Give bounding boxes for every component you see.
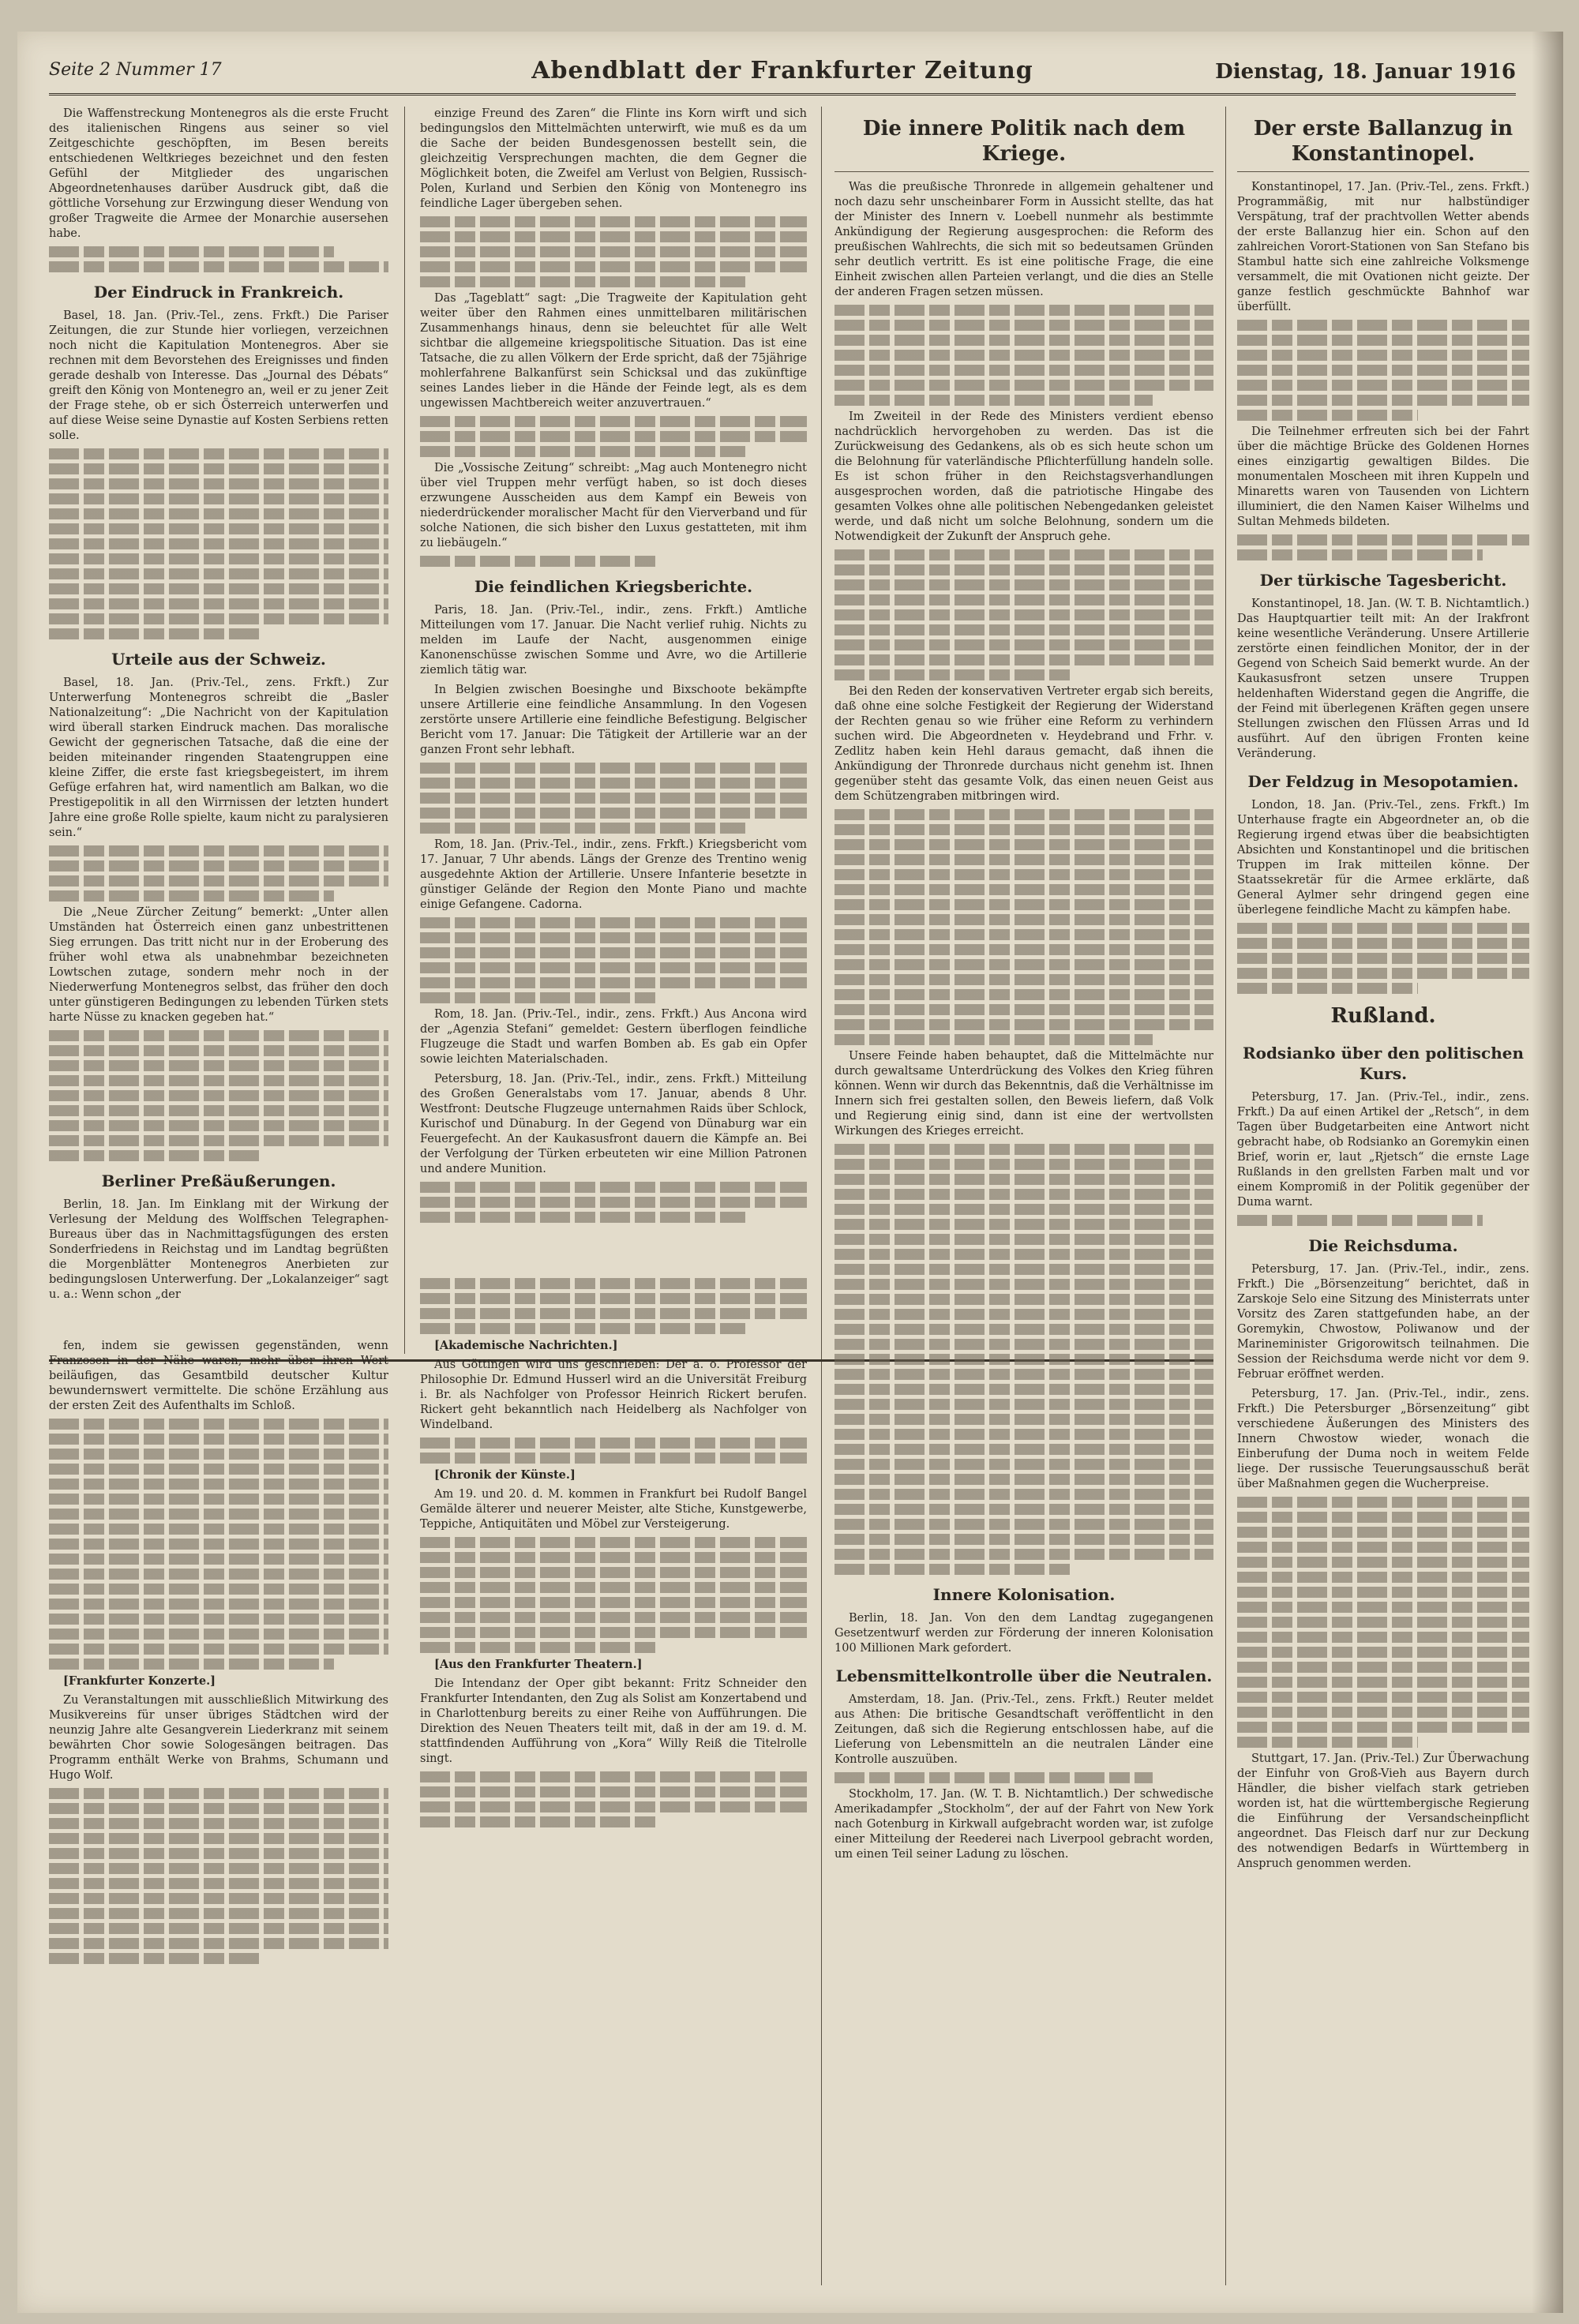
illegible-text xyxy=(835,1534,1213,1545)
illegible-text xyxy=(1237,395,1529,406)
illegible-text xyxy=(420,1801,807,1812)
article-text: Berlin, 18. Jan. Im Einklang mit der Wirkung der Verlesung der Meldung des Wolffschen Telegraphen-Bureaus über das in Nachmittagsfügungen des ersten Sonderfriedens in Reichstag und im Landtag begrüßten die Morgenblätter Montenegros Anerbieten zur bedingungslosen Unterwerfung. Der „Lokalanzeiger“ sagt u. a.: Wenn schon „der xyxy=(49,1198,388,1301)
illegible-text xyxy=(835,1564,1070,1575)
feuilleton-text: Aus Göttingen wird uns geschrieben: Der a. o. Professor der Philosophie Dr. Edmund Husserl wird an die Universität Freiburg i. Br. als Nachfolger von Professor Heinrich Rickert berufen. Rickert geht bekanntlich nach Heidelberg als Nachfolger von Windelband. xyxy=(420,1359,807,1431)
illegible-text xyxy=(1237,549,1483,560)
illegible-text xyxy=(835,899,1213,910)
illegible-text xyxy=(420,231,807,242)
article-text: Petersburg, 17. Jan. (Priv.-Tel., indir., zens. Frkft.) Die „Börsenzeitung“ berichtet, daß in Zarskoje Selo eine Sitzung des Ministerrats unter Vorsitz des Zaren stattgefunden habe, an der Goremykin, Chwostow, Poliwanow und der Marineminister Grigorowitsch teilnahmen. Die Session der Reichsduma werde nicht vor dem 9. Februar eröffnet werden. xyxy=(1237,1263,1529,1381)
headline: Die Reichsduma. xyxy=(1308,1236,1458,1255)
illegible-text xyxy=(835,839,1213,850)
newspaper-title: Abendblatt der Frankfurter Zeitung xyxy=(531,57,1033,84)
illegible-text xyxy=(1237,380,1529,391)
illegible-text xyxy=(49,1075,388,1086)
illegible-text xyxy=(420,808,807,819)
illegible-text xyxy=(420,1642,660,1653)
illegible-text xyxy=(835,1174,1213,1185)
illegible-text xyxy=(49,628,260,639)
headline: Urteile aus der Schweiz. xyxy=(111,650,326,669)
illegible-text xyxy=(49,1524,388,1535)
column-rule xyxy=(404,107,405,1354)
illegible-text xyxy=(1237,365,1529,376)
illegible-text xyxy=(49,1539,388,1550)
illegible-text xyxy=(835,305,1213,316)
illegible-text xyxy=(835,824,1213,835)
illegible-text xyxy=(1237,1527,1529,1538)
headline: Der erste Ballanzug in Konstantinopel. xyxy=(1237,116,1529,172)
illegible-text xyxy=(835,869,1213,880)
illegible-text xyxy=(835,929,1213,940)
illegible-text xyxy=(835,380,1213,391)
illegible-text xyxy=(49,1569,388,1580)
illegible-text xyxy=(1237,1692,1529,1703)
article-text: Paris, 18. Jan. (Priv.-Tel., indir., zens. Frkft.) Amtliche Mitteilungen vom 17. Januar. Die Nacht verlief ruhig. Nichts zu melden im Laufe der Nacht, ausgenommen einige Kanonenschüsse zwischen Somme und Avre, wo die Artillerie ziemlich tätig war. xyxy=(420,604,807,677)
illegible-text xyxy=(835,1189,1213,1200)
illegible-text xyxy=(835,654,1213,665)
subhead: [Chronik der Künste.] xyxy=(434,1468,576,1482)
illegible-text xyxy=(835,564,1213,575)
subhead: [Aus den Frankfurter Theatern.] xyxy=(434,1658,643,1671)
illegible-text xyxy=(420,1452,807,1464)
column-rule xyxy=(1225,107,1226,2285)
column-2 xyxy=(420,107,807,2285)
illegible-text xyxy=(1237,1542,1529,1553)
headline: Rodsianko über den politischen Kurs. xyxy=(1242,1044,1525,1083)
illegible-text xyxy=(420,823,745,834)
illegible-text xyxy=(1237,534,1529,545)
illegible-text xyxy=(1237,1677,1529,1688)
headline: Der Eindruck in Frankreich. xyxy=(93,283,344,302)
illegible-text xyxy=(49,1863,388,1874)
headline: Die innere Politik nach dem Kriege. xyxy=(835,116,1213,172)
illegible-text xyxy=(835,884,1213,895)
illegible-text xyxy=(49,1788,388,1799)
illegible-text xyxy=(835,1474,1213,1485)
illegible-text xyxy=(1237,1512,1529,1523)
article-text: Rom, 18. Jan. (Priv.-Tel., indir., zens. Frkft.) Kriegsbericht vom 17. Januar, 7 Uhr abends. Längs der Grenze des Trentino wenig ausgedehnte Aktion der Artillerie. Unsere Infanterie besetzte in günstiger Gelände der Region den Monte Piano und machte einige Gefangene. Cadorna. xyxy=(420,838,807,911)
feuilleton-text: Am 19. und 20. d. M. kommen in Frankfurt bei Rudolf Bangel Gemälde älterer und neuerer Meister, alte Stiche, Kunstgewerbe, Teppiche, Antiquitäten und Möbel zur Versteigerung. xyxy=(420,1488,807,1531)
illegible-text xyxy=(49,1818,388,1829)
article-text: Petersburg, 17. Jan. (Priv.-Tel., indir., zens. Frkft.) Da auf einen Artikel der „Retsch“, in dem Tagen über Budgetarbeiten eine Antwort nicht gebracht habe, ob Rodsianko an Goremykin einen Brief, worin er, laut „Rjetsch“ die ernste Lage Rußlands in den grellsten Farben malt und vor einem Kompromiß in der Politik gegenüber der Duma warnt. xyxy=(1237,1091,1529,1209)
illegible-text xyxy=(49,1449,388,1460)
illegible-text xyxy=(1237,410,1418,421)
illegible-text xyxy=(420,246,807,257)
illegible-text xyxy=(835,1279,1213,1290)
article-text: Die Waffenstreckung Montenegros als die erste Frucht des italienischen Ringens aus seiner so viel Zeitgeschichte geschöpften, im Besen bereits entschiedenen Weltkrieges bezeichnet und den festen Gefühl der Mitglieder des ungarischen Abgeordnetenhauses darüber Ausdruck gibt, daß die göttliche Vorsehung zur Erzwingung dieser Wendung von großer Tragweite die Armee der Monarchie ausersehen habe. xyxy=(49,107,388,240)
illegible-text xyxy=(420,992,660,1003)
illegible-text xyxy=(835,1504,1213,1515)
illegible-text xyxy=(835,1324,1213,1335)
article-text: Petersburg, 18. Jan. (Priv.-Tel., indir., zens. Frkft.) Mitteilung des Großen Generalstabs vom 17. Januar, abends 8 Uhr. Westfront: Deutsche Flugzeuge unternahmen Raids über Schlock, Kurischof und Dünaburg. In der Gegend von Dünaburg war ein Feuergefecht. An der Kaukasusfront dauern die Kämpfe an. Bei der Verfolgung der Türken erbeuteten wir eine Million Patronen und andere Munition. xyxy=(420,1073,807,1175)
binding-shadow xyxy=(1532,32,1563,2313)
article-text: Die Teilnehmer erfreuten sich bei der Fahrt über die mächtige Brücke des Goldenen Hornes eines einzigartig gewaltigen Bildes. Die monumentalen Moscheen mit ihren Kuppeln und Minaretts waren von Tausenden von Lichtern illuminiert, die den Namen Kaiser Wilhelms und Sultan Mehmeds bildeten. xyxy=(1237,425,1529,528)
illegible-text xyxy=(420,1567,807,1578)
illegible-text xyxy=(835,1399,1213,1410)
illegible-text xyxy=(1237,938,1529,949)
illegible-text xyxy=(49,1644,388,1655)
illegible-text xyxy=(420,446,745,457)
article-text: Stuttgart, 17. Jan. (Priv.-Tel.) Zur Überwachung der Einfuhr von Groß-Vieh aus Bayern durch Händler, die bisher vielfach stark getrieben worden ist, hat die württembergische Regierung die Einführung der Versandscheinpflicht angeordnet. Das Fleisch darf nur zur Deckung des notwendigen Bedarfs in Württemberg in Anspruch genommen werden. xyxy=(1237,1752,1529,1870)
illegible-text xyxy=(49,1803,388,1814)
illegible-text xyxy=(49,890,334,901)
illegible-text xyxy=(835,1384,1213,1395)
illegible-text xyxy=(49,1494,388,1505)
illegible-text xyxy=(835,809,1213,820)
article-text: Die „Neue Zürcher Zeitung“ bemerkt: „Unter allen Umständen hat Österreich einen ganz unbestrittenen Sieg errungen. Das tritt nicht nur in der Eroberung des früher wohl etwa als unabnehmbar bezeichneten Lowtschen zutage, sondern mehr noch in der Niederwerfung Montenegros selbst, das früher den doch unter günstigeren Bedingungen zu lebenden Türken stets harte Nüsse zu knacken gegeben hat.“ xyxy=(49,906,388,1024)
illegible-text xyxy=(420,1308,807,1319)
illegible-text xyxy=(835,1549,1213,1560)
illegible-text xyxy=(835,1414,1213,1425)
illegible-text xyxy=(835,974,1213,985)
illegible-text xyxy=(49,1045,388,1056)
illegible-text xyxy=(49,1893,388,1904)
illegible-text xyxy=(835,1034,1153,1045)
illegible-text xyxy=(49,1659,334,1670)
headline: Der Feldzug in Mesopotamien. xyxy=(1247,772,1519,791)
illegible-text xyxy=(49,1599,388,1610)
article-text: Basel, 18. Jan. (Priv.-Tel., zens. Frkft.) Die Pariser Zeitungen, die zur Stunde hier vorliegen, verzeichnen noch nicht die Kapitulation Montenegros. Aber sie rechnen mit dem Bevorstehen des Ereignisses und finden gerade deshalb von Interesse. Das „Journal des Débats“ greift den König von Montenegro an, weil er zu jener Zeit der Frage stehe, ob er sich Österreich unterwerfen und auf diese Weise seine Dynastie auf Kosten Serbiens retten solle. xyxy=(49,309,388,442)
illegible-text xyxy=(49,1150,260,1161)
illegible-text xyxy=(420,556,660,567)
illegible-text xyxy=(835,1772,1153,1783)
article-text: Stockholm, 17. Jan. (W. T. B. Nichtamtlich.) Der schwedische Amerikadampfer „Stockholm“, der auf der Fahrt von New York nach Gotenburg in Kirkwall aufgebracht worden war, ist zufolge einer Mitteilung der Reederei nach Liverpool gebracht worden, um einen Teil seiner Ladung zu löschen. xyxy=(835,1788,1213,1861)
article-text: London, 18. Jan. (Priv.-Tel., zens. Frkft.) Im Unterhause fragte ein Abgeordneter an, ob die Regierung irgend etwas über die beabsichtigten Absichten und Konstantinopel und die britischen Truppen im Irak mitteilen könne. Der Staatssekretär für die Armee erklärte, daß General Aylmer sehr dringend gegen eine überlegene feindliche Macht zu kämpfen habe. xyxy=(1237,799,1529,916)
feuilleton-text: Die Intendanz der Oper gibt bekannt: Fritz Schneider den Frankfurter Intendanten, den Zug als Solist am Konzertabend und in Charlottenburg bereits zu einer Reihe von Aufführungen. Die Direktion des Neuen Theaters teilt mit, daß in der am 19. d. M. stattfindenden Aufführung von „Kora“ Willy Reiß die Titelrolle singt. xyxy=(420,1677,807,1765)
illegible-text xyxy=(49,1479,388,1490)
illegible-text xyxy=(420,1212,745,1223)
illegible-text xyxy=(420,1537,807,1548)
page-number: Seite 2 Nummer 17 xyxy=(49,60,222,80)
illegible-text xyxy=(1237,320,1529,331)
illegible-text xyxy=(49,1878,388,1889)
illegible-text xyxy=(1237,1707,1529,1718)
illegible-text xyxy=(420,763,807,774)
illegible-text xyxy=(420,1552,807,1563)
illegible-text xyxy=(1237,1662,1529,1673)
headline: Berliner Preßäußerungen. xyxy=(101,1171,336,1190)
illegible-text xyxy=(49,1584,388,1595)
column-1 xyxy=(49,107,388,2285)
illegible-text xyxy=(1237,1572,1529,1583)
illegible-text xyxy=(835,335,1213,346)
illegible-text xyxy=(49,523,388,534)
illegible-text xyxy=(835,914,1213,925)
masthead xyxy=(49,54,1516,96)
illegible-text xyxy=(420,932,807,943)
illegible-text xyxy=(1237,1602,1529,1613)
illegible-text xyxy=(420,1597,807,1608)
article-text: Was die preußische Thronrede in allgemein gehaltener und noch dazu sehr unscheinbarer Form in Aussicht stellte, das hat der Minister des Innern v. Loebell nunmehr als bestimmte Ankündigung der Regierung ausgesprochen: die Reform des preußischen Wahlrechts, die sich mit so bedeutsamen Gründen sehr deutlich vertritt. Es ist eine politische Frage, die eine Einheit zwischen allen Parteien verlangt, und die dies an Stelle der anderen Fragen setzen müssen. xyxy=(835,181,1213,298)
illegible-text xyxy=(420,947,807,958)
illegible-text xyxy=(1237,1587,1529,1598)
illegible-text xyxy=(835,549,1213,560)
illegible-text xyxy=(49,463,388,474)
illegible-text xyxy=(835,1489,1213,1500)
illegible-text xyxy=(420,1816,660,1827)
article-text: Im Zweiteil in der Rede des Ministers verdient ebenso nachdrücklich hervorgehoben zu werden. Das ist die Zurückweisung des Gedankens, als ob es sich heute schon um die Belohnung für vaterländische Pflichterfüllung handeln solle. Es ist schon früher in den Reichstagsverhandlungen ausgesprochen worden, daß die patriotische Hingabe des gesamten Volkes ohne alle politischen Nebengedanken geleistet werde, und daß nicht um solche Belohnung, sondern um die Notwendigkeit der Zukunft der Anspruch gehe. xyxy=(835,410,1213,543)
illegible-text xyxy=(1237,953,1529,964)
article-text: Unsere Feinde haben behauptet, daß die Mittelmächte nur durch gewaltsame Unterdrückung des Volkes den Krieg führen können. Wenn wir durch das Bekenntnis, daß die Verhältnisse im Innern sich frei gestalten sollen, den Beweis liefern, daß Volk und Regierung einig sind, dann ist eine der wertvollsten Wirkungen des Krieges erreicht. xyxy=(835,1050,1213,1138)
illegible-text xyxy=(835,1309,1213,1320)
headline: Der türkische Tagesbericht. xyxy=(1259,571,1507,590)
illegible-text xyxy=(835,609,1213,620)
illegible-text xyxy=(420,261,807,272)
illegible-text xyxy=(49,1135,388,1146)
illegible-text xyxy=(49,1464,388,1475)
illegible-text xyxy=(1237,1647,1529,1658)
illegible-text xyxy=(835,1519,1213,1530)
illegible-text xyxy=(49,1833,388,1844)
illegible-text xyxy=(420,778,807,789)
illegible-text xyxy=(49,1434,388,1445)
illegible-text xyxy=(49,1629,388,1640)
illegible-text xyxy=(1237,350,1529,361)
illegible-text xyxy=(835,365,1213,376)
illegible-text xyxy=(420,1197,807,1208)
illegible-text xyxy=(420,1612,807,1623)
illegible-text xyxy=(835,594,1213,605)
illegible-text xyxy=(835,639,1213,650)
illegible-text xyxy=(1237,1737,1418,1748)
illegible-text xyxy=(49,845,388,857)
illegible-text xyxy=(835,350,1213,361)
illegible-text xyxy=(49,1938,388,1949)
illegible-text xyxy=(420,1438,807,1449)
illegible-text xyxy=(420,416,807,427)
feuilleton-text: Zu Veranstaltungen mit ausschließlich Mitwirkung des Musikvereins für unser übriges Städtchen wird der neunzig Jahre alte Gesangverein Liederkranz mit seinem bewährten Chor sowie Sologesängen beitragen. Das Programm enthält Werke von Brahms, Schumann und Hugo Wolf. xyxy=(49,1694,388,1782)
illegible-text xyxy=(49,568,388,579)
section-headline: Rußland. xyxy=(1330,1004,1436,1028)
illegible-text xyxy=(49,508,388,519)
illegible-text xyxy=(835,1219,1213,1230)
illegible-text xyxy=(1237,1497,1529,1508)
illegible-text xyxy=(49,261,388,272)
illegible-text xyxy=(49,1614,388,1625)
illegible-text xyxy=(835,1459,1213,1470)
article-text: Das „Tageblatt“ sagt: „Die Tragweite der Kapitulation geht weiter über den Rahmen eines unmittelbaren militärischen Zusammenhangs hinaus, denn sie beleuchtet für alle Welt sichtbar die allgemeine kriegspolitische Situation. Das ist eine Tatsache, die zu allen Völkern der Erde spricht, daß der 75jährige mohlerfahrene Balkanfürst sein Schicksal und das zukünftige seines Landes lieber in die Hände der Feinde legt, als es dem ungewissen Machtbereich weiter anzuvertrauen.“ xyxy=(420,292,807,410)
illegible-text xyxy=(49,553,388,564)
article-text: Berlin, 18. Jan. Von den dem Landtag zugegangenen Gesetzentwurf werden zur Förderung der inneren Kolonisation 100 Millionen Mark gefordert. xyxy=(835,1612,1213,1655)
illegible-text xyxy=(49,1419,388,1430)
illegible-text xyxy=(835,1019,1213,1030)
article-text: Bei den Reden der konservativen Vertreter ergab sich bereits, daß ohne eine solche Festigkeit der Regierung der Widerstand der Rechten genau so wie früher eine Reform zu verhindern suchen wird. Die Abgeordneten v. Heydebrand und Frhr. v. Zedlitz haben kein Hehl daraus gemacht, daß ihnen die Ankündigung der Thronrede durchaus nicht genehm ist. Ihnen gegenüber steht das gesamte Volk, das einen neuen Geist aus dem Schützengraben mitbringen wird. xyxy=(835,685,1213,803)
illegible-text xyxy=(835,854,1213,865)
column-4 xyxy=(1237,107,1529,2285)
illegible-text xyxy=(835,1004,1213,1015)
article-text: Rom, 18. Jan. (Priv.-Tel., indir., zens. Frkft.) Aus Ancona wird der „Agenzia Stefani“ gemeldet: Gestern überflogen feindliche Flugzeuge die Stadt und warfen Bomben ab. Es gab ein Opfer sowie leichten Materialschaden. xyxy=(420,1008,807,1066)
illegible-text xyxy=(835,1234,1213,1245)
illegible-text xyxy=(49,1554,388,1565)
illegible-text xyxy=(49,1105,388,1116)
illegible-text xyxy=(49,1120,388,1131)
issue-date: Dienstag, 18. Januar 1916 xyxy=(1215,60,1516,84)
illegible-text xyxy=(835,624,1213,635)
illegible-text xyxy=(420,1582,807,1593)
illegible-text xyxy=(420,962,807,973)
illegible-text xyxy=(49,1090,388,1101)
illegible-text xyxy=(835,320,1213,331)
illegible-text xyxy=(420,1293,807,1304)
illegible-text xyxy=(1237,968,1529,979)
illegible-text xyxy=(835,1429,1213,1440)
illegible-text xyxy=(49,860,388,872)
article-text: In Belgien zwischen Boesinghe und Bixschoote bekämpfte unsere Artillerie eine feindliche Ansammlung. In den Vogesen zerstörte unsere Artillerie eine feindliche Befestigung. Belgischer Bericht vom 17. Januar: Die Tätigkeit der Artillerie war an der ganzen Front sehr lebhaft. xyxy=(420,684,807,756)
illegible-text xyxy=(49,1923,388,1934)
illegible-text xyxy=(835,944,1213,955)
illegible-text xyxy=(835,669,1070,680)
illegible-text xyxy=(1237,1557,1529,1568)
illegible-text xyxy=(1237,1215,1483,1226)
illegible-text xyxy=(49,598,388,609)
subhead: [Frankfurter Konzerte.] xyxy=(63,1674,216,1688)
article-text: Basel, 18. Jan. (Priv.-Tel., zens. Frkft.) Zur Unterwerfung Montenegros schreibt die „Basler Nationalzeitung“: „Die Nachricht von der Kapitulation wird überall starken Eindruck machen. Das moralische Gewicht der gegnerischen Tatsache, daß die eine der beiden miteinander ringenden Staatengruppen eine kleine Ziffer, die erste fast kriegsbegeistert, im ihrem Gefüge erfahren hat, wird namentlich am Balkan, wo die Prestigepolitik in all den Wirrnissen der letzten hundert Jahre eine große Rolle spielte, kaum nicht zu paralysieren sein.“ xyxy=(49,677,388,839)
article-text: einzige Freund des Zaren“ die Flinte ins Korn wirft und sich bedingungslos den Mittelmächten unterwirft, wie muß es da um die Sache der beiden Bundesgenossen bestellt sein, die gleichzeitig Versprechungen machten, die dem Gegner die Möglichkeit boten, die Zweifel am Verlust von Belgien, Russisch-Polen, Kurland und Serbien den König von Montenegro ins feindliche Lager übergeben sehen. xyxy=(420,107,807,210)
article-text: Konstantinopel, 18. Jan. (W. T. B. Nichtamtlich.) Das Hauptquartier teilt mit: An der Irakfront keine wesentliche Veränderung. Unsere Artillerie zerstörte einen feindlichen Monitor, der in der Gegend von Scheich Said bemerkt wurde. An der Kaukasusfront setzen unsere Truppen heldenhaften Widerstand gegen die Angriffe, die der Feind mit überlegenen Kräften gegen unsere Stellungen zwischen den Flüssen Arras und Id ausführt. Auf den übrigen Fronten keine Veränderung. xyxy=(1237,598,1529,760)
illegible-text xyxy=(49,1060,388,1071)
subhead: [Akademische Nachrichten.] xyxy=(434,1339,618,1352)
illegible-text xyxy=(49,1030,388,1041)
illegible-text xyxy=(49,1509,388,1520)
illegible-text xyxy=(1237,923,1529,934)
article-text: Die „Vossische Zeitung“ schreibt: „Mag auch Montenegro nicht über viel Truppen mehr verfügt haben, so ist doch dieses erzwungene Ausscheiden aus dem Kampf ein Beweis von niederdrückender moralischer Macht für den Vierverband und für solche Nationen, die sich bisher den Luxus gestatteten, mit ihm zu liebäugeln.“ xyxy=(420,462,807,549)
illegible-text xyxy=(835,1159,1213,1170)
illegible-text xyxy=(49,875,388,886)
illegible-text xyxy=(49,613,388,624)
column-rule xyxy=(821,107,822,2285)
illegible-text xyxy=(49,1908,388,1919)
illegible-text xyxy=(835,1369,1213,1380)
illegible-text xyxy=(420,1182,807,1193)
article-text: Petersburg, 17. Jan. (Priv.-Tel., indir., zens. Frkft.) Die Petersburger „Börsenzeitung“ gibt verschiedene Äußerungen des Ministers des Innern Chwostow wieder, wonach die Einberufung der Duma noch in weitem Felde liege. Der russische Teuerungsausschuß berät über Maßnahmen gegen die Wucherpreise. xyxy=(1237,1388,1529,1490)
illegible-text xyxy=(1237,1617,1529,1628)
illegible-text xyxy=(49,1848,388,1859)
illegible-text xyxy=(835,1144,1213,1155)
headline: Die feindlichen Kriegsberichte. xyxy=(474,577,753,596)
illegible-text xyxy=(835,395,1153,406)
illegible-text xyxy=(835,989,1213,1000)
illegible-text xyxy=(835,1249,1213,1260)
illegible-text xyxy=(420,1278,807,1289)
illegible-text xyxy=(420,917,807,928)
illegible-text xyxy=(835,1444,1213,1455)
illegible-text xyxy=(420,793,807,804)
illegible-text xyxy=(1237,335,1529,346)
illegible-text xyxy=(835,1294,1213,1305)
illegible-text xyxy=(420,1771,807,1782)
illegible-text xyxy=(1237,1632,1529,1643)
illegible-text xyxy=(835,1339,1213,1350)
feuilleton-text: fen, indem sie gewissen gegenständen, wenn Franzosen in der Nähe waren, mehr über ihren Wert beiläufigen, das Gesamtbild deutscher Kultur bewundernswert vermittelte. Die schöne Erzählung aus der ersten Zeit des Aufenthalts im Schloß. xyxy=(49,1340,388,1412)
illegible-text xyxy=(49,493,388,504)
illegible-text xyxy=(1237,983,1418,994)
column-3 xyxy=(835,107,1213,2285)
article-text: Konstantinopel, 17. Jan. (Priv.-Tel., zens. Frkft.) Programmäßig, mit nur halbstündiger Verspätung, traf der prachtvollen Wetter abends der erste Ballanzug hier ein. Schon auf den zahlreichen Vorort-Stationen von San Stefano bis Stambul hatte sich eine zahlreiche Volksmenge versammelt, die mit Ovationen nicht geizte. Der ganze festlich geschmückte Bahnhof war überfüllt. xyxy=(1237,181,1529,313)
illegible-text xyxy=(835,1354,1213,1365)
illegible-text xyxy=(835,1264,1213,1275)
illegible-text xyxy=(49,538,388,549)
illegible-text xyxy=(835,959,1213,970)
illegible-text xyxy=(1237,1722,1529,1733)
article-text: Amsterdam, 18. Jan. (Priv.-Tel., zens. Frkft.) Reuter meldet aus Athen: Die britische Gesandtschaft veröffentlicht in den Zeitungen, daß sich die Regierung entschlossen habe, auf die Lieferung von Lebensmitteln an die neutralen Länder eine Kontrolle auszuüben. xyxy=(835,1693,1213,1766)
illegible-text xyxy=(420,1323,745,1334)
headline: Lebensmittelkontrolle über die Neutralen. xyxy=(835,1666,1213,1685)
newspaper-page xyxy=(17,32,1563,2313)
illegible-text xyxy=(420,1786,807,1797)
illegible-text xyxy=(420,1627,807,1638)
illegible-text xyxy=(49,246,334,257)
illegible-text xyxy=(420,216,807,227)
illegible-text xyxy=(835,579,1213,590)
illegible-text xyxy=(420,431,807,442)
illegible-text xyxy=(49,478,388,489)
illegible-text xyxy=(420,276,745,287)
headline: Innere Kolonisation. xyxy=(932,1585,1116,1604)
illegible-text xyxy=(835,1204,1213,1215)
illegible-text xyxy=(49,1953,260,1964)
illegible-text xyxy=(49,583,388,594)
illegible-text xyxy=(420,977,807,988)
illegible-text xyxy=(49,448,388,459)
